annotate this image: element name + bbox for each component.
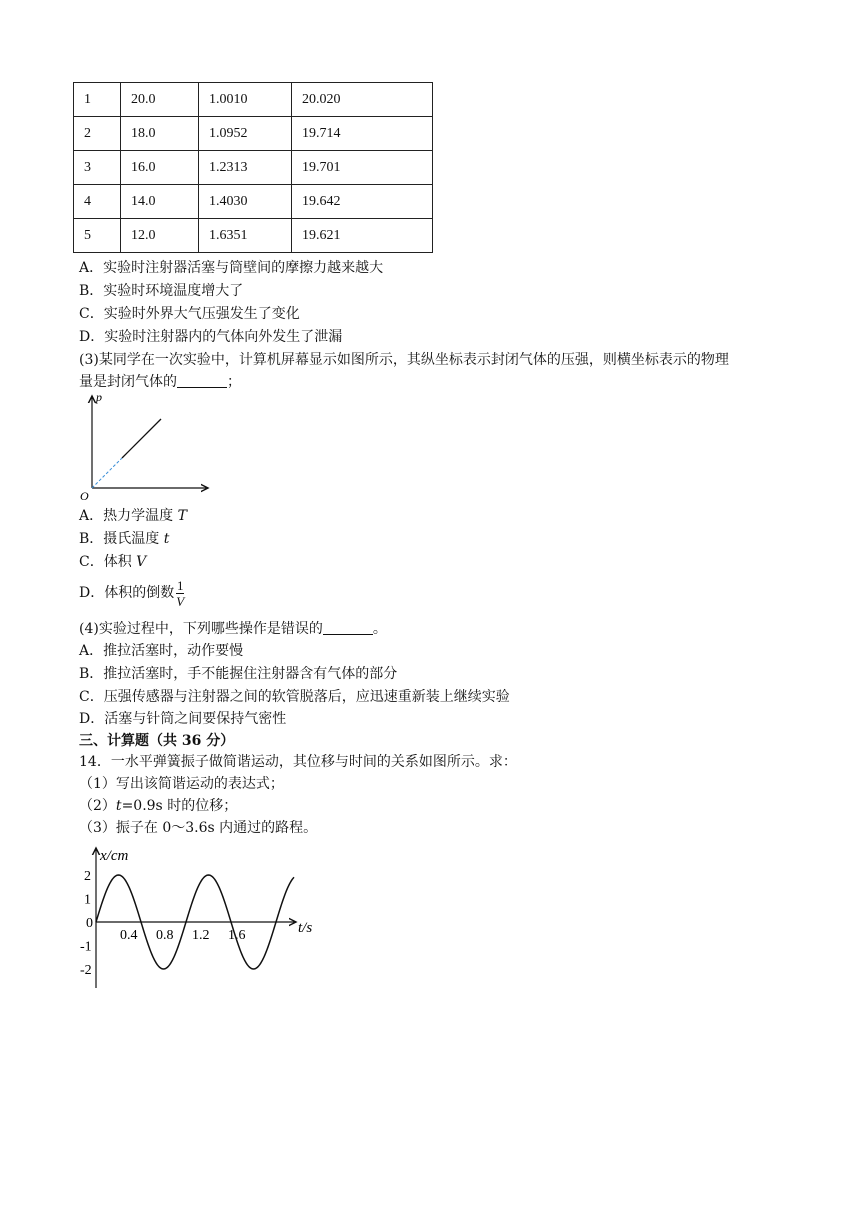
answer-blank bbox=[323, 620, 373, 635]
q3-option-d bbox=[79, 577, 184, 609]
q3-stem-text: 量是封闭气体的 bbox=[79, 374, 177, 390]
table-cell: 19.642 bbox=[292, 185, 433, 219]
q14-sub3: （3）振子在 0～3.6s 内通过的路程。 bbox=[79, 820, 318, 836]
q14-sub2-var: t bbox=[115, 798, 122, 814]
q4-stem-end: 。 bbox=[372, 621, 387, 637]
q4-option-a: A．推拉活塞时，动作要慢 bbox=[79, 643, 244, 659]
q14-stem: 14．一水平弹簧振子做简谐运动，其位移与时间的关系如图所示。求： bbox=[79, 754, 517, 770]
extrapolation-line bbox=[92, 458, 122, 488]
q2-option-c: C．实验时外界大气压强发生了变化 bbox=[79, 306, 300, 322]
q4-option-d: D．活塞与针筒之间要保持气密性 bbox=[79, 711, 287, 727]
q14-sub1: （1）写出该简谐运动的表达式； bbox=[79, 776, 284, 792]
q3-option-b bbox=[79, 529, 169, 549]
q3-stem-line1: (3)某同学在一次实验中，计算机屏幕显示如图所示，其纵坐标表示封闭气体的压强，则横坐标表示的物理 bbox=[79, 352, 729, 368]
x-tick-label: 0.8 bbox=[156, 928, 174, 943]
q14-sub2-text: =0.9s 时的位移； bbox=[121, 798, 238, 814]
y-axis-label-text: x/cm bbox=[100, 848, 129, 864]
x-tick-label: 1.2 bbox=[192, 928, 210, 943]
q3-option-b-text: B．摄氏温度 bbox=[79, 531, 164, 547]
y-tick-label: -2 bbox=[80, 963, 92, 978]
reciprocal-fraction bbox=[176, 578, 184, 609]
q14-sub2-prefix: （2） bbox=[79, 798, 116, 814]
x-tick-label: 0.4 bbox=[120, 928, 138, 943]
table-row bbox=[74, 185, 433, 219]
table-cell: 1.2313 bbox=[199, 151, 292, 185]
y-tick-label: 2 bbox=[84, 869, 91, 884]
q4-option-c: C．压强传感器与注射器之间的软管脱落后，应迅速重新装上继续实验 bbox=[79, 689, 510, 705]
data-table bbox=[73, 82, 433, 253]
table-cell: 19.701 bbox=[292, 151, 433, 185]
table-cell: 2 bbox=[74, 117, 121, 151]
q3-option-a-var: T bbox=[177, 508, 187, 524]
y-tick-label: 1 bbox=[84, 892, 91, 908]
table-cell: 1.6351 bbox=[199, 219, 292, 253]
table-row bbox=[74, 83, 433, 117]
table-cell: 14.0 bbox=[121, 185, 199, 219]
q14-sub2 bbox=[79, 796, 237, 816]
q4-option-b: B．推拉活塞时，手不能握住注射器含有气体的部分 bbox=[79, 666, 398, 682]
q3-option-c-var: V bbox=[136, 554, 147, 570]
section-title: 三、计算题（共 36 分） bbox=[79, 733, 235, 749]
table-cell: 19.714 bbox=[292, 117, 433, 151]
q2-option-a: A．实验时注射器活塞与筒壁间的摩擦力越来越大 bbox=[79, 260, 384, 276]
table-cell: 1.4030 bbox=[199, 185, 292, 219]
p-axis-label: p bbox=[96, 390, 102, 404]
q3-option-b-var: t bbox=[163, 531, 170, 547]
fraction-numerator: 1 bbox=[176, 577, 184, 593]
q3-stem-end: ； bbox=[227, 374, 241, 390]
q3-option-c bbox=[79, 552, 146, 572]
shm-graph bbox=[78, 842, 328, 992]
table-cell: 20.020 bbox=[292, 83, 433, 117]
q3-option-a-text: A．热力学温度 bbox=[79, 508, 178, 524]
table-cell: 3 bbox=[74, 151, 121, 185]
table-cell: 16.0 bbox=[121, 151, 199, 185]
table-row bbox=[74, 219, 433, 253]
table-cell: 4 bbox=[74, 185, 121, 219]
data-line bbox=[122, 419, 161, 458]
table-cell: 20.0 bbox=[121, 83, 199, 117]
q2-option-d: D．实验时注射器内的气体向外发生了泄漏 bbox=[79, 329, 343, 345]
y-tick-label: -1 bbox=[80, 939, 92, 955]
table-row bbox=[74, 151, 433, 185]
table-cell: 1.0952 bbox=[199, 117, 292, 151]
p-graph bbox=[76, 388, 216, 503]
table-cell: 5 bbox=[74, 219, 121, 253]
table-cell: 1 bbox=[74, 83, 121, 117]
answer-blank bbox=[177, 373, 227, 388]
y-axis-label bbox=[99, 848, 128, 864]
origin-label: O bbox=[80, 489, 89, 503]
q3-option-d-text: D．体积的倒数 bbox=[79, 585, 175, 601]
table-row bbox=[74, 117, 433, 151]
x-tick-label: 1.6 bbox=[228, 928, 246, 943]
table-cell: 12.0 bbox=[121, 219, 199, 253]
q3-option-a bbox=[79, 506, 187, 526]
q3-option-c-text: C．体积 bbox=[79, 554, 137, 570]
table-cell: 19.621 bbox=[292, 219, 433, 253]
x-axis-label: t/s bbox=[298, 920, 313, 936]
q4-stem bbox=[79, 619, 387, 639]
y-tick-label: 0 bbox=[86, 916, 93, 931]
q4-stem-text: (4)实验过程中，下列哪些操作是错误的 bbox=[79, 621, 323, 637]
q2-option-b: B．实验时环境温度增大了 bbox=[79, 283, 244, 299]
table-cell: 1.0010 bbox=[199, 83, 292, 117]
table-cell: 18.0 bbox=[121, 117, 199, 151]
fraction-denominator: V bbox=[176, 593, 185, 609]
